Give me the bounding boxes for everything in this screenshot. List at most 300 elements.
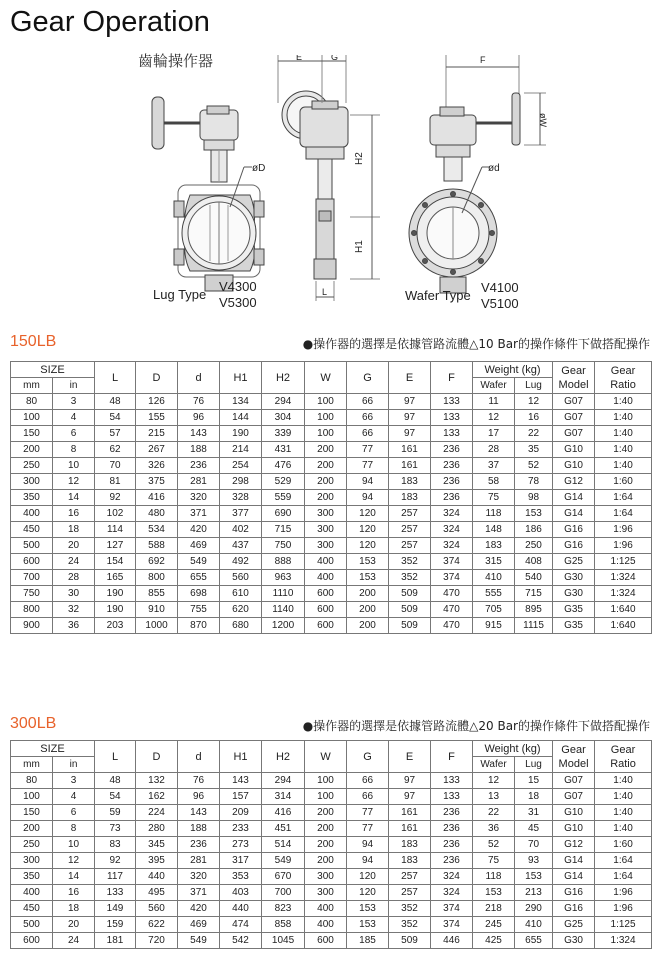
table-cell: 1:96: [595, 901, 652, 917]
col-H1: H1: [220, 362, 262, 394]
table-cell: 300: [11, 853, 53, 869]
table-cell: 4: [53, 789, 95, 805]
wafer-valve-drawing: [409, 55, 546, 293]
table-cell: 451: [262, 821, 305, 837]
table-cell: 77: [347, 821, 389, 837]
table-cell: 213: [515, 885, 553, 901]
table-cell: 132: [136, 773, 178, 789]
table-row: [11, 506, 652, 522]
dim-W: øW: [538, 113, 548, 127]
table-cell: 437: [220, 538, 262, 554]
col-wafer: Wafer: [473, 378, 515, 394]
table-cell: 655: [515, 933, 553, 949]
col-mm: mm: [11, 378, 53, 394]
table-cell: 410: [515, 917, 553, 933]
table-cell: 1000: [136, 618, 178, 634]
table-row: [11, 853, 652, 869]
table-cell: 218: [473, 901, 515, 917]
table-cell: 62: [95, 442, 136, 458]
table-cell: 622: [136, 917, 178, 933]
table-cell: 133: [431, 394, 473, 410]
table-cell: G14: [553, 490, 595, 506]
table-cell: 317: [220, 853, 262, 869]
table-cell: 680: [220, 618, 262, 634]
table-cell: 374: [431, 901, 473, 917]
valve-drawings: [0, 55, 659, 320]
table-cell: 250: [11, 837, 53, 853]
col-in: in: [53, 378, 95, 394]
table-cell: 440: [136, 869, 178, 885]
table-cell: G16: [553, 885, 595, 901]
table-cell: 250: [11, 458, 53, 474]
col-d: d: [178, 362, 220, 394]
table-cell: 1:64: [595, 869, 652, 885]
dim-H1: H1: [354, 240, 365, 253]
col-in: in: [53, 757, 95, 773]
col-mm: mm: [11, 757, 53, 773]
table-cell: 153: [347, 570, 389, 586]
table-cell: 888: [262, 554, 305, 570]
table-cell: 48: [95, 773, 136, 789]
page-subtitle: 齒輪操作器: [138, 52, 214, 70]
table-cell: 254: [220, 458, 262, 474]
table-cell: G12: [553, 837, 595, 853]
col-F: F: [431, 362, 473, 394]
table-cell: 3: [53, 773, 95, 789]
table-cell: 100: [305, 394, 347, 410]
table-cell: 300: [11, 474, 53, 490]
table-cell: 97: [389, 394, 431, 410]
table-cell: 425: [473, 933, 515, 949]
table-cell: 73: [95, 821, 136, 837]
table-cell: 1140: [262, 602, 305, 618]
table-cell: 100: [305, 773, 347, 789]
table-cell: 1110: [262, 586, 305, 602]
table-cell: 161: [389, 805, 431, 821]
lug-valve-drawing: [152, 97, 264, 291]
table-cell: 350: [11, 490, 53, 506]
table-cell: 1:40: [595, 442, 652, 458]
table-cell: 281: [178, 474, 220, 490]
table-cell: 474: [220, 917, 262, 933]
table-cell: 300: [305, 869, 347, 885]
col-lug: Lug: [515, 378, 553, 394]
table-cell: 188: [178, 821, 220, 837]
table-cell: 120: [347, 869, 389, 885]
col-gear-model: Gear Model: [553, 741, 595, 773]
table-cell: 236: [431, 853, 473, 869]
table-cell: 469: [178, 538, 220, 554]
table-row: [11, 933, 652, 949]
table-150lb: [10, 361, 652, 634]
table-row: [11, 570, 652, 586]
table-cell: 326: [136, 458, 178, 474]
dim-L: L: [322, 287, 328, 297]
table-cell: 153: [515, 506, 553, 522]
table-cell: 200: [11, 821, 53, 837]
table-cell: 374: [431, 554, 473, 570]
col-W: W: [305, 362, 347, 394]
table-cell: 588: [136, 538, 178, 554]
table-cell: 690: [262, 506, 305, 522]
table-cell: 610: [220, 586, 262, 602]
col-wafer: Wafer: [473, 757, 515, 773]
table-cell: 13: [473, 789, 515, 805]
table-cell: 600: [11, 554, 53, 570]
table-cell: 100: [11, 789, 53, 805]
table-row: [11, 901, 652, 917]
table-cell: 97: [389, 426, 431, 442]
table-cell: 1:40: [595, 821, 652, 837]
table-cell: 102: [95, 506, 136, 522]
table-cell: 18: [53, 522, 95, 538]
col-D: D: [136, 741, 178, 773]
table-cell: G25: [553, 554, 595, 570]
table-cell: G07: [553, 394, 595, 410]
table-cell: 16: [53, 506, 95, 522]
table-row: [11, 538, 652, 554]
table-cell: 54: [95, 789, 136, 805]
table-cell: 183: [389, 837, 431, 853]
table-cell: G35: [553, 602, 595, 618]
table-cell: 416: [262, 805, 305, 821]
table-cell: 800: [136, 570, 178, 586]
table-cell: 153: [347, 554, 389, 570]
table-cell: 12: [515, 394, 553, 410]
table-cell: 450: [11, 522, 53, 538]
table-row: [11, 426, 652, 442]
table-cell: 161: [389, 821, 431, 837]
table-cell: 352: [389, 901, 431, 917]
table-cell: 720: [136, 933, 178, 949]
table-cell: G10: [553, 442, 595, 458]
table-cell: 161: [389, 458, 431, 474]
wafer-type-label: Wafer Type: [405, 288, 471, 303]
table-cell: 236: [431, 474, 473, 490]
table-cell: 36: [473, 821, 515, 837]
col-G: G: [347, 362, 389, 394]
table-cell: 236: [431, 442, 473, 458]
table-cell: 159: [95, 917, 136, 933]
table-row: [11, 554, 652, 570]
table-cell: 431: [262, 442, 305, 458]
table-cell: 10: [53, 458, 95, 474]
table-cell: 300: [305, 885, 347, 901]
table-cell: 320: [178, 869, 220, 885]
table-cell: G12: [553, 474, 595, 490]
table-300lb: [10, 740, 652, 949]
col-G: G: [347, 741, 389, 773]
table-cell: 400: [11, 885, 53, 901]
table-cell: 371: [178, 506, 220, 522]
table-cell: 200: [347, 618, 389, 634]
table-cell: 94: [347, 474, 389, 490]
table-cell: 18: [515, 789, 553, 805]
lug-model-2: V5300: [219, 295, 257, 310]
table-cell: 374: [431, 917, 473, 933]
table-cell: 529: [262, 474, 305, 490]
dim-D: øD: [252, 163, 266, 174]
table-cell: 92: [95, 853, 136, 869]
table-cell: G10: [553, 805, 595, 821]
table-cell: 37: [473, 458, 515, 474]
table-cell: 200: [305, 837, 347, 853]
table-cell: 870: [178, 618, 220, 634]
table-cell: 200: [305, 805, 347, 821]
table-cell: 96: [178, 410, 220, 426]
col-H2: H2: [262, 741, 305, 773]
table-row: [11, 885, 652, 901]
table-cell: 126: [136, 394, 178, 410]
table-cell: 1:64: [595, 490, 652, 506]
table-cell: 92: [95, 490, 136, 506]
table-row: [11, 474, 652, 490]
table-cell: G25: [553, 917, 595, 933]
table-cell: 1:324: [595, 570, 652, 586]
wafer-model-2: V5100: [481, 296, 519, 311]
table-cell: 823: [262, 901, 305, 917]
table-cell: 800: [11, 602, 53, 618]
table-cell: 203: [95, 618, 136, 634]
table-cell: 600: [11, 933, 53, 949]
table-cell: 16: [53, 885, 95, 901]
table-cell: 509: [389, 586, 431, 602]
table-cell: 209: [220, 805, 262, 821]
table-cell: 22: [515, 426, 553, 442]
dim-d: ød: [488, 163, 500, 174]
table-cell: 144: [220, 410, 262, 426]
table-cell: 143: [220, 773, 262, 789]
table-cell: 134: [220, 394, 262, 410]
table-cell: 1:40: [595, 458, 652, 474]
table-cell: 66: [347, 410, 389, 426]
dim-F: F: [480, 55, 486, 65]
table-cell: 200: [347, 586, 389, 602]
table-cell: 352: [389, 570, 431, 586]
table-cell: 183: [473, 538, 515, 554]
table-cell: 12: [473, 410, 515, 426]
table-cell: 20: [53, 538, 95, 554]
table-cell: 11: [473, 394, 515, 410]
table-row: [11, 821, 652, 837]
table-cell: 214: [220, 442, 262, 458]
table-cell: 153: [515, 869, 553, 885]
table-cell: 28: [53, 570, 95, 586]
table-cell: G30: [553, 586, 595, 602]
table-cell: 1:96: [595, 538, 652, 554]
table-cell: 188: [178, 442, 220, 458]
table-cell: G07: [553, 410, 595, 426]
table-cell: G16: [553, 522, 595, 538]
table-cell: 420: [178, 901, 220, 917]
table-cell: 58: [473, 474, 515, 490]
table-cell: 600: [305, 602, 347, 618]
table-cell: 300: [305, 522, 347, 538]
col-gear-model: Gear Model: [553, 362, 595, 394]
table-cell: 273: [220, 837, 262, 853]
table-cell: 470: [431, 618, 473, 634]
table-cell: 153: [347, 901, 389, 917]
table-row: [11, 394, 652, 410]
side-view-drawing: [278, 55, 380, 301]
table-cell: 200: [305, 474, 347, 490]
table-cell: 57: [95, 426, 136, 442]
table-cell: 895: [515, 602, 553, 618]
col-gear-ratio: Gear Ratio: [595, 362, 652, 394]
table-cell: 154: [95, 554, 136, 570]
table-cell: 715: [262, 522, 305, 538]
table-cell: 48: [95, 394, 136, 410]
table-cell: 324: [431, 538, 473, 554]
table-cell: 377: [220, 506, 262, 522]
table-cell: 250: [515, 538, 553, 554]
table-cell: 200: [305, 490, 347, 506]
lug-model-1: V4300: [219, 279, 257, 294]
table-cell: 15: [515, 773, 553, 789]
table-cell: 549: [178, 554, 220, 570]
table-cell: 133: [431, 789, 473, 805]
page-title: Gear Operation: [10, 6, 210, 38]
table-cell: 440: [220, 901, 262, 917]
table-cell: 1:40: [595, 394, 652, 410]
table-cell: G14: [553, 869, 595, 885]
col-E: E: [389, 741, 431, 773]
table-row: [11, 490, 652, 506]
table-cell: 120: [347, 885, 389, 901]
table-cell: 400: [11, 506, 53, 522]
table-cell: 705: [473, 602, 515, 618]
table-cell: 200: [347, 602, 389, 618]
table-cell: 549: [178, 933, 220, 949]
table-cell: 236: [178, 458, 220, 474]
table-cell: 236: [431, 821, 473, 837]
table-cell: 59: [95, 805, 136, 821]
table-cell: 150: [11, 805, 53, 821]
table-cell: 339: [262, 426, 305, 442]
table-cell: 18: [53, 901, 95, 917]
table-cell: 66: [347, 773, 389, 789]
table-cell: 509: [389, 602, 431, 618]
table-cell: 118: [473, 869, 515, 885]
table-cell: 320: [178, 490, 220, 506]
table-cell: G16: [553, 901, 595, 917]
table-cell: 1:60: [595, 837, 652, 853]
table-cell: 148: [473, 522, 515, 538]
table-cell: 750: [262, 538, 305, 554]
table-cell: 410: [473, 570, 515, 586]
table-cell: 224: [136, 805, 178, 821]
table-cell: 1:324: [595, 586, 652, 602]
table-cell: 1200: [262, 618, 305, 634]
col-d: d: [178, 741, 220, 773]
table-cell: 10: [53, 837, 95, 853]
table-cell: 560: [220, 570, 262, 586]
table-cell: 185: [347, 933, 389, 949]
dim-E: E: [296, 55, 303, 62]
table-cell: 855: [136, 586, 178, 602]
table-cell: 298: [220, 474, 262, 490]
table-cell: 715: [515, 586, 553, 602]
table-cell: 374: [431, 570, 473, 586]
table-cell: 670: [262, 869, 305, 885]
table-cell: 1:640: [595, 602, 652, 618]
table-cell: 245: [473, 917, 515, 933]
table-cell: 655: [178, 570, 220, 586]
table-cell: 600: [305, 618, 347, 634]
table-cell: 12: [53, 853, 95, 869]
table-cell: 495: [136, 885, 178, 901]
table-cell: G30: [553, 933, 595, 949]
table-cell: 476: [262, 458, 305, 474]
col-L: L: [95, 741, 136, 773]
table-cell: 155: [136, 410, 178, 426]
table-cell: 143: [178, 805, 220, 821]
table-cell: 1:40: [595, 410, 652, 426]
table-cell: 149: [95, 901, 136, 917]
table-cell: 200: [11, 442, 53, 458]
table-cell: 315: [473, 554, 515, 570]
table-cell: 1:64: [595, 853, 652, 869]
table-cell: 54: [95, 410, 136, 426]
table-cell: 200: [305, 853, 347, 869]
table-cell: 500: [11, 917, 53, 933]
table-cell: 186: [515, 522, 553, 538]
lug-type-label: Lug Type: [153, 287, 207, 302]
table-cell: 117: [95, 869, 136, 885]
table-cell: 100: [11, 410, 53, 426]
col-D: D: [136, 362, 178, 394]
table-cell: 161: [389, 442, 431, 458]
table-row: [11, 789, 652, 805]
col-H2: H2: [262, 362, 305, 394]
table-cell: 157: [220, 789, 262, 805]
table-cell: 420: [178, 522, 220, 538]
table-cell: 620: [220, 602, 262, 618]
table-cell: G10: [553, 821, 595, 837]
table-cell: 190: [95, 586, 136, 602]
table-cell: G14: [553, 506, 595, 522]
table-cell: 267: [136, 442, 178, 458]
col-F: F: [431, 741, 473, 773]
table-cell: 408: [515, 554, 553, 570]
table-cell: 94: [347, 853, 389, 869]
table-cell: 36: [53, 618, 95, 634]
table-cell: 80: [11, 394, 53, 410]
table-cell: 698: [178, 586, 220, 602]
table-cell: 181: [95, 933, 136, 949]
table-cell: 183: [389, 474, 431, 490]
table-row: [11, 410, 652, 426]
table-cell: 153: [347, 917, 389, 933]
table-cell: 133: [95, 885, 136, 901]
table-cell: 78: [515, 474, 553, 490]
table-cell: 133: [431, 773, 473, 789]
table-cell: 257: [389, 869, 431, 885]
table-cell: 1:125: [595, 554, 652, 570]
table-cell: 80: [11, 773, 53, 789]
table-cell: 450: [11, 901, 53, 917]
table-cell: 165: [95, 570, 136, 586]
table-cell: 700: [262, 885, 305, 901]
table-cell: 281: [178, 853, 220, 869]
table-cell: 236: [178, 837, 220, 853]
table-cell: 542: [220, 933, 262, 949]
table-cell: 400: [305, 917, 347, 933]
table-cell: G14: [553, 853, 595, 869]
table-cell: 77: [347, 805, 389, 821]
table-cell: 120: [347, 522, 389, 538]
table-cell: 22: [473, 805, 515, 821]
